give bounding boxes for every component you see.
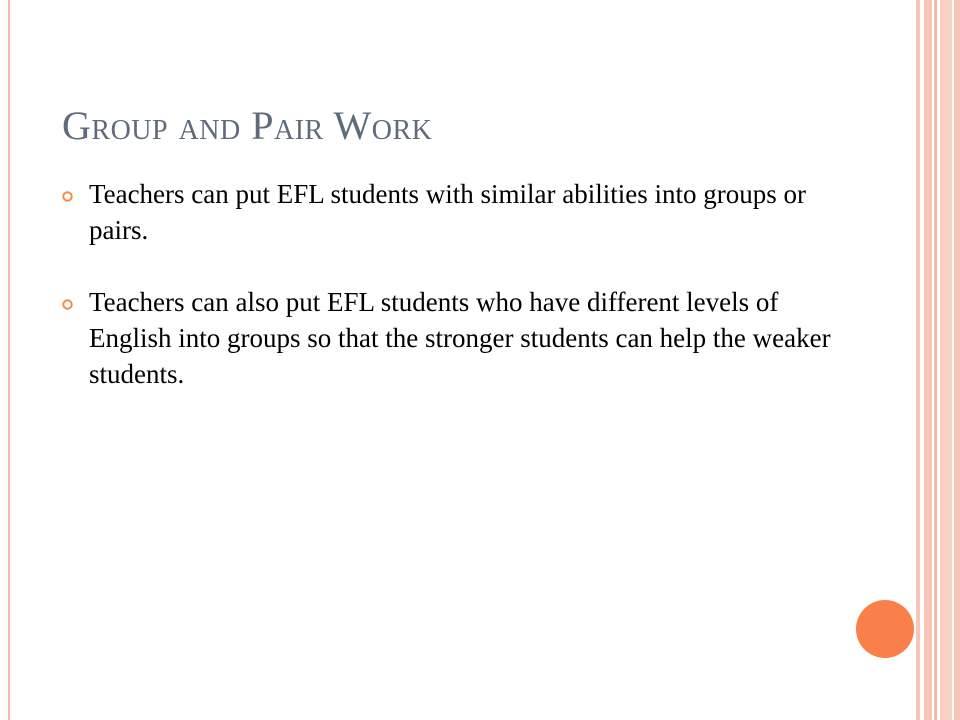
stripe-5: [954, 0, 960, 720]
open-circle-bullet-icon: [62, 191, 73, 202]
stripe-3: [934, 0, 937, 720]
stripe-2: [924, 0, 932, 720]
bullet-item: [62, 176, 832, 248]
stripe-4: [940, 0, 952, 720]
right-decorative-stripes: [916, 0, 960, 720]
orange-circle-icon: [856, 600, 914, 658]
bullet-list: [62, 176, 832, 392]
stripe-1: [916, 0, 920, 720]
bullet-text: Teachers can put EFL students with similar abilities into groups or pairs.: [89, 179, 806, 245]
left-border-line: [8, 0, 10, 720]
open-circle-bullet-icon: [62, 299, 73, 310]
slide-title: Group and Pair Work: [62, 103, 433, 148]
bullet-item: [62, 284, 832, 392]
bullet-text: Teachers can also put EFL students who have different levels of English into groups so that the stronger students can help the weaker students.: [89, 287, 831, 389]
